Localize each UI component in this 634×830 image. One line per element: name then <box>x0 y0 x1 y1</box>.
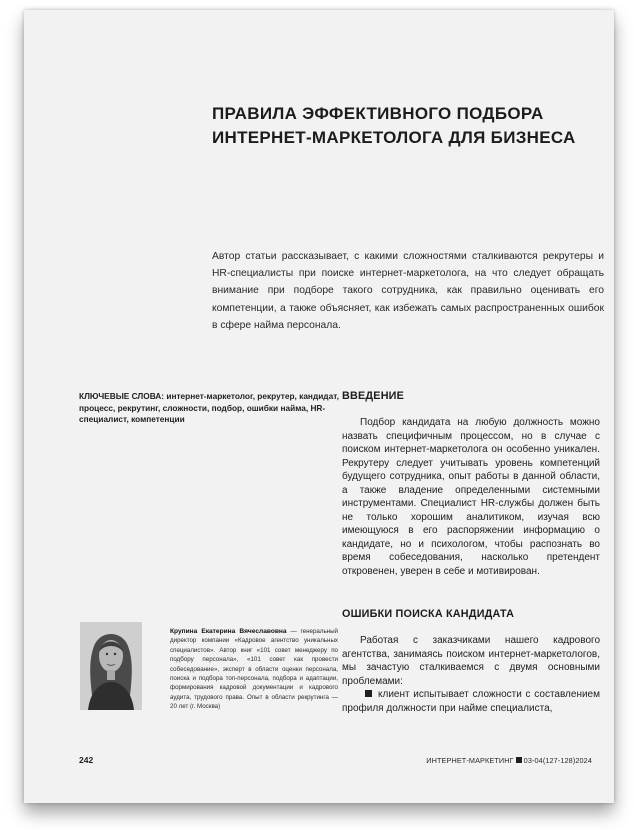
title-line-2: ИНТЕРНЕТ-МАРКЕТОЛОГА ДЛЯ БИЗНЕСА <box>212 128 576 147</box>
author-bio <box>170 627 338 712</box>
errors-bullet-item <box>342 688 600 715</box>
errors-paragraph: Работая с заказчиками нашего кадрового агентства, занимаясь поиском интернет-маркетологов, мы зачастую сталкиваемся с двумя основными проблемами: <box>342 635 600 687</box>
author-photo <box>80 622 142 710</box>
keywords-text: интернет-маркетолог, рекрутер, кандидат, процесс, рекрутинг, сложности, подбор, ошибки найма, HR-специалист, компетенции <box>79 391 339 424</box>
author-description: — генеральный директор компании «Кадровое агентство уникальных специалистов». Автор книг «101 совет менеджеру по подбору персонала», «101 совет как провести собеседование», эксперт в области оценки персонала, поиска и подбора топ-персонала, подбора и адаптации, формирования кадровой документации и кадрового аудита, трудового права. Опыт в области рекрутинга — 20 лет (г. Москва) <box>170 628 338 711</box>
errors-bullet-text: клиент испытывает сложности с составлением профиля должности при найме специалиста, <box>342 689 600 714</box>
intro-body <box>342 416 600 578</box>
journal-issue: 03-04(127-128)2024 <box>523 756 592 765</box>
author-portrait-icon <box>80 622 142 710</box>
journal-page <box>24 10 614 803</box>
page-number: 242 <box>79 755 94 765</box>
square-separator-icon <box>516 757 522 763</box>
keywords-block <box>79 391 339 426</box>
author-name: Крупина Екатерина Вячеславовна <box>170 628 287 635</box>
keywords-label: КЛЮЧЕВЫЕ СЛОВА: <box>79 391 165 401</box>
errors-heading: ОШИБКИ ПОИСКА КАНДИДАТА <box>342 608 515 620</box>
journal-name: ИНТЕРНЕТ-МАРКЕТИНГ <box>426 756 514 765</box>
article-title <box>212 102 592 150</box>
title-line-1: ПРАВИЛА ЭФФЕКТИВНОГО ПОДБОРА <box>212 104 544 123</box>
errors-body <box>342 634 600 715</box>
intro-paragraph: Подбор кандидата на любую должность можно назвать специфичным процессом, но в случае с поиском интернет-маркетолога он особенно уникален. Рекрутеру следует учитывать уровень компетенций будущего сотрудника, опыт работы в данной области, а также владение определенными системными инструментами. Специалист HR-службы должен быть не только хорошим аналитиком, изучая всю имеющуюся в его распоряжении информацию о кандидате, но и психологом, чтобы распознать во время собеседования, насколько претендент откровенен, уверен в себе и мотивирован. <box>342 417 600 577</box>
article-abstract: Автор статьи рассказывает, с какими сложностями сталкиваются рекрутеры и HR-специалисты при поиске интернет-маркетолога, на что следует обращать внимание при подборе такого сотрудника, как правильно оценивать его компетенции, а также объясняет, как избежать самых распространенных ошибок в сфере найма персонала. <box>212 251 604 331</box>
square-bullet-icon <box>365 690 372 697</box>
intro-heading: ВВЕДЕНИЕ <box>342 390 405 402</box>
journal-footer <box>426 756 592 765</box>
